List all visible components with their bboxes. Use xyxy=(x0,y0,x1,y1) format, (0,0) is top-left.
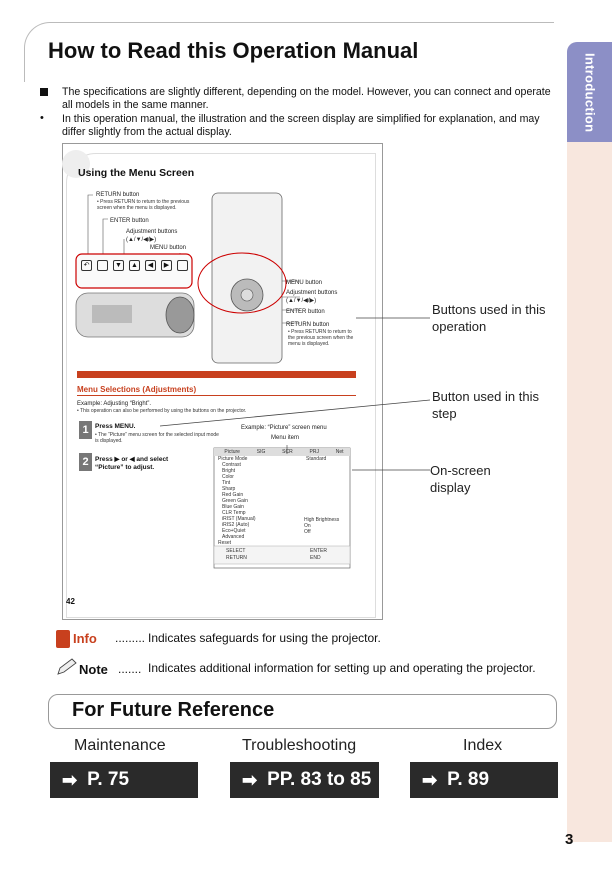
maintenance-page: P. 75 xyxy=(87,769,130,790)
step1-text: Press MENU. xyxy=(95,423,136,430)
menu-row: CLR Temp xyxy=(222,510,246,516)
remote-adjust-symbols: (▲/▼/◀/▶) xyxy=(286,298,317,304)
menu-row: iRIST (Manual) xyxy=(222,516,256,522)
menu-tab: SCR xyxy=(282,449,293,455)
step2-text: Press ▶ or ◀ and select “Picture” to adjust. xyxy=(95,456,169,471)
page-title: How to Read this Operation Manual xyxy=(48,38,419,63)
callout-onscreen: On-screen display xyxy=(430,463,491,495)
adjust-label: Adjustment buttons xyxy=(126,229,178,235)
up-button-icon: ▲ xyxy=(129,260,140,271)
menu-row: Blue Gain xyxy=(222,504,244,510)
off-value: Off xyxy=(304,529,311,535)
menu-item-label: Menu item xyxy=(271,435,300,441)
adjust-symbols: (▲/▼/◀/▶) xyxy=(126,237,157,243)
footer-select: SELECT xyxy=(226,548,246,554)
return-label: RETURN button xyxy=(96,192,140,198)
menu-row: Color xyxy=(222,474,234,480)
sample-page-number: 42 xyxy=(66,597,75,606)
section-title: Using the Menu Screen xyxy=(78,167,195,179)
right-button-icon: ▶ xyxy=(161,260,172,271)
pencil-icon xyxy=(56,658,78,676)
intro-text-1: The specifications are slightly different, depending on the model. However, you can connect and operate all models in the same manner. xyxy=(62,86,551,111)
footer-enter: ENTER xyxy=(310,548,327,554)
intro-text-2: In this operation manual, the illustration and the screen display are simplified for explanation, and may differ slightly from the actual display. xyxy=(62,113,540,138)
mode-value: Standard xyxy=(306,456,327,462)
on-value: On xyxy=(304,523,311,529)
down-button-icon: ▼ xyxy=(113,260,124,271)
arrow-right-icon: ➡ xyxy=(422,769,438,790)
menu-tab: SIG xyxy=(256,449,266,455)
note-dots: ....... xyxy=(118,662,142,676)
troubleshooting-page: PP. 83 to 85 xyxy=(267,769,372,790)
menu-row: Eco+Quiet xyxy=(222,528,246,534)
example-note: • This operation can also be performed by using the buttons on the projector. xyxy=(77,408,247,414)
info-book-icon xyxy=(56,630,70,648)
menu-row: Contrast xyxy=(222,462,241,468)
info-label: Info xyxy=(73,631,97,646)
note-label: Note xyxy=(79,662,108,677)
return-note: • Press RETURN to return to the previous screen when the menu is displayed. xyxy=(97,199,190,211)
menu-tab: Picture xyxy=(224,449,240,455)
left-button-icon: ◀ xyxy=(145,260,156,271)
info-text: Indicates safeguards for using the projector. xyxy=(148,631,381,645)
footer-end: END xyxy=(310,555,321,561)
brightness-value: High Brightness xyxy=(304,517,340,523)
remote-enter-label: ENTER button xyxy=(286,309,325,315)
menu-row: Advanced xyxy=(222,534,245,540)
remote-return-note: • Press RETURN to return to the previous screen when the menu is displayed. xyxy=(288,329,354,347)
maintenance-page-link[interactable] xyxy=(50,762,198,798)
menu-row: Red Gain xyxy=(222,492,244,498)
callout-buttons-used: Buttons used in this operation xyxy=(432,302,546,334)
step1-note: • The “Picture” menu screen for the selected input mode is displayed. xyxy=(95,432,219,444)
menu-tab: Net xyxy=(335,449,344,455)
future-reference-title: For Future Reference xyxy=(72,699,275,721)
menu-row: Picture Mode xyxy=(218,456,248,462)
menu-row: Reset xyxy=(218,540,232,546)
enter-label: ENTER button xyxy=(110,218,149,224)
menu-row: iRIS2 (Auto) xyxy=(222,522,250,528)
menu-selections-title: Menu Selections (Adjustments) xyxy=(77,385,197,394)
arrow-right-icon: ➡ xyxy=(242,769,258,790)
arrow-right-icon: ➡ xyxy=(62,769,78,790)
page-number: 3 xyxy=(565,831,574,848)
example-text: Example: Adjusting “Bright”. xyxy=(77,401,152,407)
index-page-link[interactable] xyxy=(410,762,558,798)
step1-number: 1 xyxy=(79,421,92,439)
note-text: Indicates additional information for setting up and operating the projector. xyxy=(148,661,536,675)
menu-row: Sharp xyxy=(222,486,236,492)
menu-label: MENU button xyxy=(150,245,187,251)
maintenance-label: Maintenance xyxy=(74,737,166,754)
remote-menu-label: MENU button xyxy=(286,280,323,286)
footer-return: RETURN xyxy=(226,555,247,561)
info-dots: ......... xyxy=(115,631,146,645)
remote-adjust-label: Adjustment buttons xyxy=(286,290,338,296)
index-page: P. 89 xyxy=(447,769,490,790)
step2-number: 2 xyxy=(79,453,92,471)
return-button-icon: ↶ xyxy=(81,260,92,271)
menu-tab: PRJ xyxy=(309,449,319,455)
screen-caption: Example: “Picture” screen menu xyxy=(241,425,327,431)
menu-row: Tint xyxy=(222,480,231,486)
callout-button-step: Button used in this step xyxy=(432,389,539,421)
menu-row: Green Gain xyxy=(222,498,248,504)
troubleshooting-label: Troubleshooting xyxy=(242,737,357,754)
troubleshooting-page-link[interactable] xyxy=(230,762,379,798)
side-tab-label: Introduction xyxy=(582,53,598,133)
remote-return-label: RETURN button xyxy=(286,322,330,328)
dot-bullet-icon: • xyxy=(40,112,44,124)
index-label: Index xyxy=(463,737,503,754)
menu-row: Bright xyxy=(222,468,236,474)
